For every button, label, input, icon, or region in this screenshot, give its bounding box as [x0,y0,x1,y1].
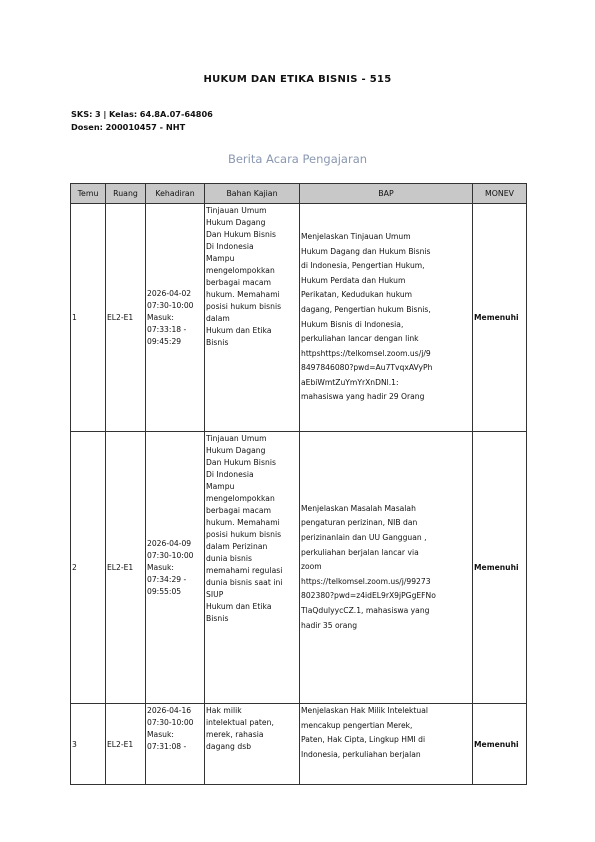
bap-text: Menjelaskan Hak Milik Intelektual mencakup pengertian Merek, Paten, Hak Cipta, Lingkup HMI di Indonesia, perkuliahan berjalan [301,706,428,759]
bahan-kajian-cell [205,704,300,785]
bahan-kajian-text: Tinjauan Umum Hukum Dagang Dan Hukum Bisnis Di Indonesia Mampu mengelompokkan berbagai macam hukum. Memahami posisi hukum bisnis dalam Hukum dan Etika Bisnis [206,206,282,347]
bap-text: Menjelaskan Masalah Masalah pengaturan perizinan, NIB dan perizinanlain dan UU Gangguan , perkuliahan berjalan lancar via zoom https://telkomsel.zoom.us/j/99273 802380?pwd=z4idEL9rX9jPGgEFNo TlaQdulyycCZ.1, mahasiswa yang hadir 35 orang [301,503,436,630]
temu-cell: 1 [71,204,106,432]
bap-text: Menjelaskan Tinjauan Umum Hukum Dagang dan Hukum Bisnis di Indonesia, Pengertian Hukum, Hukum Perdata dan Hukum Perikatan, Kedudukan hukum dagang, Pengertian hukum Bisnis, Hukum Bisnis di Indonesia, perkuliahan lancar dengan link httpshttps://telkomsel.zoom.us/j/9 8497846080?pwd=Au7TvqxAVyPh aEbiWmtZuYmYrXnDNl.1: mahasiswa yang hadir 29 Orang [301,231,433,402]
section-subtitle: Berita Acara Pengajaran [227,152,368,166]
kelas-value: 64.8A.07-64806 [139,109,213,119]
ruang-cell: EL2-E1 [106,704,146,785]
meta-separator: | [103,109,107,119]
column-header-ruang: Ruang [106,184,146,204]
kehadiran-cell [146,704,205,785]
bahan-kajian-cell [205,204,300,432]
table-header-row [71,184,527,204]
kehadiran-cell [146,432,205,704]
bahan-kajian-cell [205,432,300,704]
dosen-label: Dosen: [71,122,103,132]
bap-cell [300,432,473,704]
teaching-record-table [70,183,527,785]
dosen-value: 200010457 - NHT [105,122,186,132]
bahan-kajian-text: Hak milik intelektual paten, merek, rahasia dagang dsb [206,706,274,751]
column-header-bap: BAP [300,184,473,204]
kehadiran-text: 2026-04-02 07:30-10:00 Masuk: 07:33:18 - 09:45:29 [147,289,194,346]
table-row [71,432,527,704]
monev-cell: Memenuhi [473,704,527,785]
temu-cell: 3 [71,704,106,785]
kehadiran-cell [146,204,205,432]
monev-cell: Memenuhi [473,432,527,704]
sks-label: SKS: [71,109,93,119]
lecturer-line [71,121,185,133]
table-row [71,704,527,785]
kelas-label: Kelas: [108,109,138,119]
ruang-cell: EL2-E1 [106,204,146,432]
column-header-temu: Temu [71,184,106,204]
bap-cell [300,704,473,785]
course-title: HUKUM DAN ETIKA BISNIS - 515 [203,74,392,85]
kehadiran-text: 2026-04-09 07:30-10:00 Masuk: 07:34:29 - 09:55:05 [147,539,194,596]
column-header-monev: MONEV [473,184,527,204]
kehadiran-text: 2026-04-16 07:30-10:00 Masuk: 07:31:08 - [147,706,194,751]
bap-cell [300,204,473,432]
column-header-bahan-kajian: Bahan Kajian [205,184,300,204]
sks-value: 3 [95,109,101,119]
column-header-kehadiran: Kehadiran [146,184,205,204]
monev-cell: Memenuhi [473,204,527,432]
table-row [71,204,527,432]
ruang-cell: EL2-E1 [106,432,146,704]
course-meta-line [71,108,213,120]
bahan-kajian-text: Tinjauan Umum Hukum Dagang Dan Hukum Bisnis Di Indonesia Mampu mengelompokkan berbagai macam hukum. Memahami posisi hukum bisnis dalam Perizinan dunia bisnis memahami regulasi dunia bisnis saat ini SIUP Hukum dan Etika Bisnis [206,434,283,623]
temu-cell: 2 [71,432,106,704]
